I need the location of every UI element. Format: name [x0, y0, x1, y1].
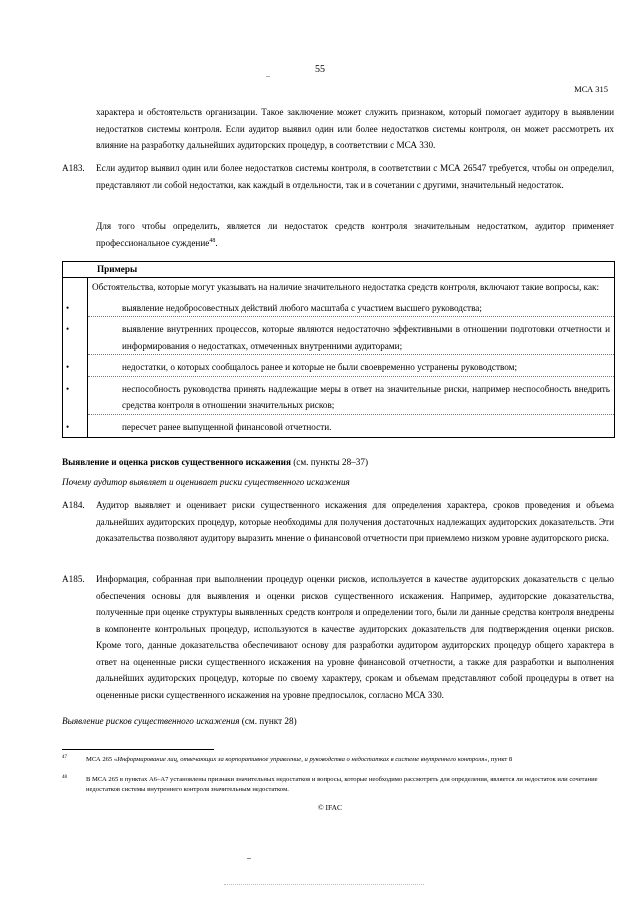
example-bullet: • недостатки, о которых сообщалось ранее и которые не были своевременно устранены руководством;: [88, 359, 614, 376]
examples-intro: Обстоятельства, которые могут указывать на наличие значительного недостатка средств контроля, включают такие вопросы, как:: [92, 282, 600, 292]
copyright: © IFAC: [317, 803, 343, 812]
a183-label: A183.: [62, 163, 85, 173]
scan-mark: [247, 858, 251, 859]
example-bullet: • выявление внутренних процессов, которые являются недостаточно эффективными в отношении подготовки отчетности и информирования о недостатках, отмеченных внутренними аудиторами;: [88, 321, 614, 354]
footnote-47: 47 МСА 265 «Информирование лиц, отвечающих за корпоративное управление, и руководства о недостатках в системе внутреннего контроля», пункт 8: [62, 755, 513, 763]
page-number: 55: [315, 64, 325, 75]
a184-paragraph: Аудитор выявляет и оценивает риски существенного искажения для определения характера, сроков проведения и объема дальнейших аудиторских процедур, которые необходимы для получения достаточных надлежащих аудиторских доказательств. Эти доказательства позволяют аудитору выразить мнение о финансовой отчетности при приемлемо низком уровне аудиторского риска.: [96, 500, 614, 543]
bullet-icon: •: [66, 302, 70, 313]
a183-paragraph-2: Для того чтобы определить, является ли недостаток средств контроля значительным недостатком, аудитор применяет профессиональное суждение$^{48}$.: [96, 221, 614, 248]
a184-label: A184.: [62, 500, 85, 510]
example-bullet: • выявление недобросовестных действий любого масштаба с участием высшего руководства;: [88, 300, 614, 317]
bullet-icon: •: [66, 383, 70, 394]
a183-paragraph: Если аудитор выявил один или более недостатков системы контроля, в соответствии с МСА 26547 требуется, чтобы он определил, представляют ли собой недостатки, как каждый в отдельности, так и в сочетании с другими, значительный недостаток.: [96, 163, 614, 190]
section-heading: Выявление и оценка рисков существенного искажения (см. пункты 28–37): [62, 457, 369, 467]
footnote-divider: [62, 749, 214, 750]
example-bullet: • пересчет ранее выпущенной финансовой отчетности.: [88, 419, 614, 438]
a185-paragraph: Информация, собранная при выполнении процедур оценки рисков, используется в качестве аудиторских доказательств с целью обеспечения основы для выявления и оценки рисков существенного искажения. Например, аудиторские доказательства, полученные при оценке структуры выявленных средств контроля и определении того, были ли данные средства контроля внедрены в компоненте контрольных процедур, используются в качестве аудиторских доказательств для подтверждения оценки рисков. Кроме того, данные доказательства обеспечивают основу для разработки аудитором аудиторских процедур общего характера в ответ на оцененные риски существенного искажения на уровне финансовой отчетности, а также для разработки и выполнения дальнейших аудиторских процедур, которые по своему характеру, срокам и объемам представляют собой процедуры в ответ на оцененные риски существенного искажения на уровне предпосылок, согласно МСА 330.: [96, 574, 614, 700]
subsection-heading: Выявление рисков существенного искажения (см. пункт 28): [62, 716, 297, 726]
section-subheading: Почему аудитор выявляет и оценивает риски существенного искажения: [62, 477, 350, 487]
examples-box-body: [66, 278, 614, 437]
a185-label: A185.: [62, 574, 85, 584]
bullet-icon: •: [66, 362, 70, 372]
intro-paragraph: характера и обстоятельств организации. Такое заключение может служить признаком, который помогает аудитору в выявлении недостатков системы контроля. Если аудитор выявил один или более недостатков системы контроля, он может рассмотреть их влияние на разработку дальнейших аудиторских процедур, в соответствии с МСА 330.: [96, 107, 614, 150]
examples-box-title: Примеры: [63, 262, 614, 278]
example-bullet: • неспособность руководства принять надлежащие меры в ответ на значительные риски, например неспособность внедрить средства контроля в отношении значительных рисков;: [88, 381, 614, 414]
scan-mark: [266, 76, 270, 77]
scan-edge: [224, 884, 424, 885]
bullet-icon: •: [66, 324, 70, 334]
standard-code: МСА 315: [574, 84, 608, 94]
examples-box: [62, 261, 615, 438]
footnote-48: 48 В МСА 265 в пунктах A6–A7 установлены признаки значительных недостатков и вопросы, которые необходимо рассмотреть для определения, является ли недостаток или сочетание недостатков системы внутреннего контроля значительным недостатком.: [62, 775, 598, 793]
bullet-icon: •: [66, 421, 70, 432]
